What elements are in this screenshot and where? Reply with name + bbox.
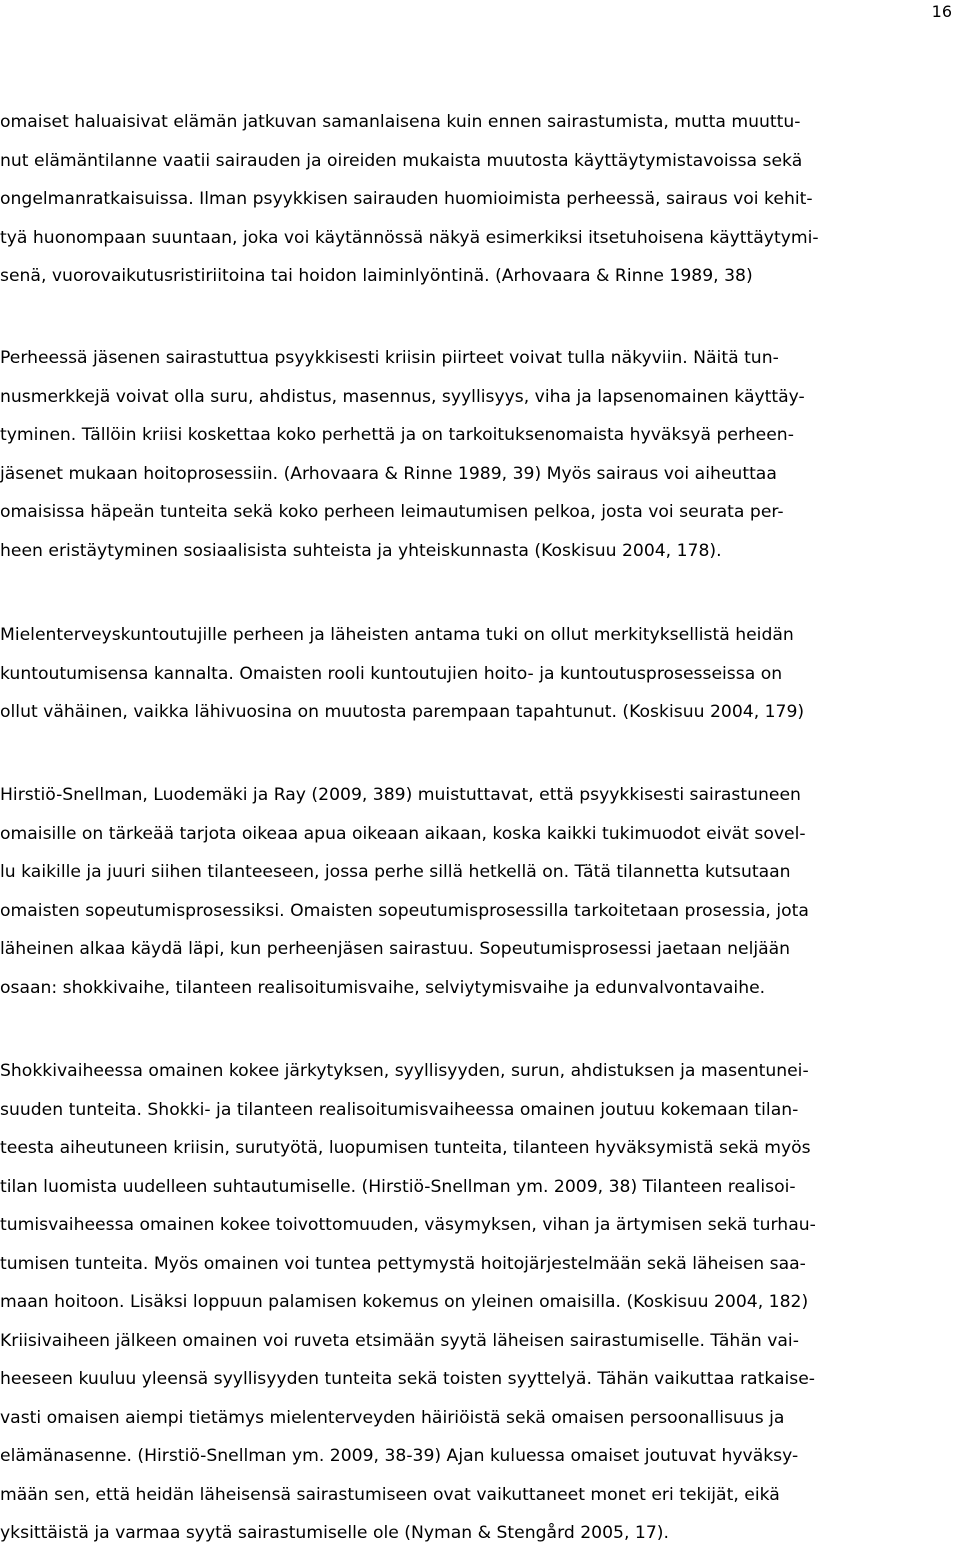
paragraph-2 bbox=[0, 339, 805, 570]
text-line: ollut vähäinen, vaikka lähivuosina on muutosta parempaan tapahtunut. (Koskisuu 2004, 179) bbox=[0, 702, 805, 722]
text-line: osaan: shokkivaihe, tilanteen realisoitumisvaihe, selviytymisvaihe ja edunvalvontavaihe. bbox=[0, 977, 766, 998]
text-line: läheinen alkaa käydä läpi, kun perheenjäsen sairastuu. Sopeutumisprosessi jaetaan neljään bbox=[0, 939, 791, 959]
text-line: tumisvaiheessa omainen kokee toivottomuuden, väsymyksen, vihan ja ärtymisen sekä turhau- bbox=[0, 1215, 816, 1235]
text-line: heeseen kuuluu yleensä syyllisyyden tunteita sekä toisten syyttelyä. Tähän vaikuttaa ratkaise- bbox=[0, 1369, 816, 1389]
text-line: jäsenet mukaan hoitoprosessiin. (Arhovaara & Rinne 1989, 39) Myös sairaus voi aiheuttaa bbox=[0, 463, 777, 484]
text-line: omaisissa häpeän tunteita sekä koko perheen leimautumisen pelkoa, josta voi seurata per- bbox=[0, 502, 784, 522]
text-line: Mielenterveyskuntoutujille perheen ja läheisten antama tuki on ollut merkityksellistä heidän bbox=[0, 625, 794, 645]
text-line: nut elämäntilanne vaatii sairauden ja oireiden mukaista muutosta käyttäytymistavoissa sekä bbox=[0, 150, 803, 171]
text-line: kuntoutumisensa kannalta. Omaisten rooli kuntoutujien hoito- ja kuntoutusprosesseissa on bbox=[0, 663, 783, 684]
paragraph-1 bbox=[0, 103, 819, 296]
text-line: nusmerkkejä voivat olla suru, ahdistus, masennus, syyllisyys, viha ja lapsenomainen käyttäy- bbox=[0, 386, 805, 407]
paragraph-5 bbox=[0, 1052, 816, 1553]
text-line: tyä huonompaan suuntaan, joka voi käytännössä näkyä esimerkiksi itsetuhoisena käyttäytymi- bbox=[0, 227, 819, 248]
paragraph-4 bbox=[0, 776, 809, 1007]
text-line: tumisen tunteita. Myös omainen voi tuntea pettymystä hoitojärjestelmään sekä läheisen saa- bbox=[0, 1253, 806, 1274]
text-line: omaisille on tärkeää tarjota oikeaa apua oikeaan aikaan, koska kaikki tukimuodot eivät sovel- bbox=[0, 823, 806, 844]
text-line: teesta aiheutuneen kriisin, surutyötä, luopumisen tunteita, tilanteen hyväksymistä sekä myös bbox=[0, 1138, 811, 1158]
page-number: 16 bbox=[931, 2, 952, 21]
text-line: Shokkivaiheessa omainen kokee järkytyksen, syyllisyyden, surun, ahdistuksen ja masentunei- bbox=[0, 1061, 809, 1081]
text-line: maan hoitoon. Lisäksi loppuun palamisen kokemus on yleinen omaisilla. (Koskisuu 2004, 182) bbox=[0, 1292, 809, 1312]
text-line: omaiset haluaisivat elämän jatkuvan samanlaisena kuin ennen sairastumista, mutta muuttu- bbox=[0, 112, 801, 132]
text-line: vasti omaisen aiempi tietämys mielenterveyden häiriöistä sekä omaisen persoonallisuus ja bbox=[0, 1407, 785, 1428]
text-line: omaisten sopeutumisprosessiksi. Omaisten sopeutumisprosessilla tarkoitetaan prosessia, jota bbox=[0, 900, 809, 921]
text-line: Perheessä jäsenen sairastuttua psyykkisesti kriisin piirteet voivat tulla näkyviin. Näitä tun- bbox=[0, 348, 779, 368]
text-line: senä, vuorovaikutusristiriitoina tai hoidon laiminlyöntinä. (Arhovaara & Rinne 1989, 38) bbox=[0, 266, 753, 286]
text-line: elämänasenne. (Hirstiö-Snellman ym. 2009, 38-39) Ajan kuluessa omaiset joutuvat hyväksy- bbox=[0, 1446, 799, 1466]
paragraph-3 bbox=[0, 616, 804, 732]
text-line: yksittäistä ja varmaa syytä sairastumiselle ole (Nyman & Stengård 2005, 17). bbox=[0, 1523, 669, 1543]
text-line: lu kaikille ja juuri siihen tilanteeseen, jossa perhe sillä hetkellä on. Tätä tilannetta kutsutaan bbox=[0, 862, 791, 882]
text-line: Kriisivaiheen jälkeen omainen voi ruveta etsimään syytä läheisen sairastumiselle. Tähän vai- bbox=[0, 1330, 799, 1351]
text-line: heen eristäytyminen sosiaalisista suhteista ja yhteiskunnasta (Koskisuu 2004, 178). bbox=[0, 540, 722, 561]
text-line: Hirstiö-Snellman, Luodemäki ja Ray (2009, 389) muistuttavat, että psyykkisesti sairastuneen bbox=[0, 785, 801, 805]
text-line: suuden tunteita. Shokki- ja tilanteen realisoitumisvaiheessa omainen joutuu kokemaan tilan- bbox=[0, 1099, 799, 1120]
text-line: tilan luomista uudelleen suhtautumiselle. (Hirstiö-Snellman ym. 2009, 38) Tilanteen realisoi- bbox=[0, 1176, 796, 1197]
text-line: mään sen, että heidän läheisensä sairastumiseen ovat vaikuttaneet monet eri tekijät, eikä bbox=[0, 1484, 780, 1505]
text-line: ongelmanratkaisuissa. Ilman psyykkisen sairauden huomioimista perheessä, sairaus voi kehit- bbox=[0, 189, 813, 209]
text-line: tyminen. Tällöin kriisi koskettaa koko perhettä ja on tarkoituksenomaista hyväksyä perheen- bbox=[0, 425, 794, 445]
